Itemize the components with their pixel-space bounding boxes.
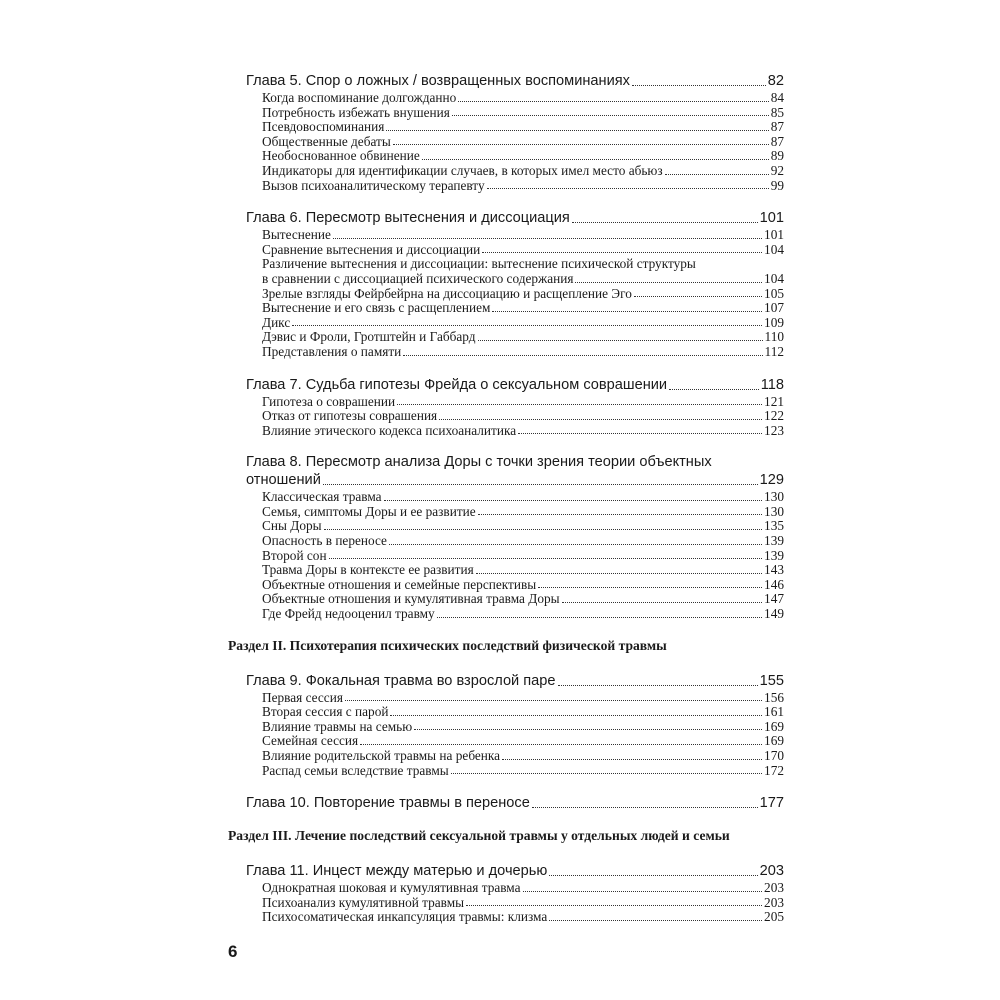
chapter-title: Глава 10. Повторение травмы в переносе [246,795,530,812]
entry-title: Индикаторы для идентификации случаев, в которых имел место абьюз [262,162,663,178]
leader-dots [632,85,766,86]
page-ref: 143 [764,562,784,578]
page-ref: 146 [764,576,784,592]
page-ref: 101 [764,227,784,243]
leader-dots [451,773,762,774]
chapter-title: Глава 5. Спор о ложных / возвращенных воспоминаниях [246,73,630,89]
toc-entry [228,734,784,749]
leader-dots [324,529,763,530]
leader-dots [478,340,763,341]
toc-entry [228,896,784,911]
leader-dots [532,807,758,808]
page-ref: 169 [764,718,784,734]
chapter-10 [228,794,784,812]
entry-title: Сравнение вытеснения и диссоциации [262,241,481,257]
page-ref: 123 [764,422,784,438]
leader-dots [452,115,769,116]
toc-entry [228,505,784,520]
entry-title: Необоснованное обвинение [262,148,420,164]
chapter-6 [228,209,784,359]
page-ref: 84 [770,90,784,105]
leader-dots [414,729,762,730]
toc-entry [228,749,784,764]
page-ref: 203 [764,880,784,896]
entry-title: Влияние этического кодекса психоаналитика [262,422,517,438]
entry-title: Вторая сессия с парой [262,704,389,720]
toc-entry [228,720,784,735]
section-heading-2: Раздел II. Психотерапия психических последствий физической травмы [228,637,667,653]
page-ref: 92 [770,162,784,178]
toc-entry [228,490,784,505]
leader-dots [538,587,762,588]
toc-entry [228,592,784,607]
chapter-heading [228,862,784,880]
chapter-7 [228,376,784,439]
entry-title: Однократная шоковая и кумулятивная травма [262,880,521,896]
page-ref: 82 [767,73,784,89]
page-ref: 177 [759,795,784,812]
page-ref: 130 [764,503,784,519]
toc-entry [228,316,784,331]
toc-entry [228,764,784,779]
chapter-8 [228,454,784,621]
entry-title: в сравнении с диссоциацией психического содержания [262,270,574,286]
chapter-title-line2: отношений [246,472,321,489]
page-ref: 101 [759,210,784,227]
page-ref: 104 [764,270,784,286]
toc-entry [228,301,784,316]
page-ref: 139 [764,533,784,549]
leader-dots [422,159,769,160]
leader-dots [572,222,758,223]
leader-dots [292,325,762,326]
leader-dots [669,389,759,390]
chapter-heading [228,672,784,690]
toc-entry-wrapped-line2 [228,272,784,287]
chapter-title: Глава 7. Судьба гипотезы Фрейда о сексуальном соврашении [246,376,668,393]
toc-entry [228,409,784,424]
toc-entry [228,563,784,578]
page-number: 6 [228,942,238,961]
toc-entry [228,135,784,150]
leader-dots [549,875,757,876]
entry-title: Вытеснение и его связь с расщеплением [262,300,491,316]
section-heading-3: Раздел III. Лечение последствий сексуальной травмы у отдельных людей и семьи [228,828,730,844]
entry-title: Влияние травмы на семью [262,718,413,734]
chapter-heading [228,794,784,812]
page-ref: 121 [764,393,784,409]
entry-title: Псевдовоспоминания [262,119,385,135]
entry-title: Психосоматическая инкапсуляция травмы: клизма [262,909,548,925]
toc-entry [228,179,784,194]
page-ref: 135 [764,518,784,534]
page-ref: 130 [764,489,784,505]
chapter-title-line1: Глава 8. Пересмотр анализа Доры с точки зрения теории объектных [246,454,712,471]
entry-title: Психоанализ кумулятивной травмы [262,894,465,910]
page-ref: 169 [764,733,784,749]
entry-title: Классическая травма [262,489,382,505]
leader-dots [393,144,769,145]
toc-entry [228,120,784,135]
table-of-contents [228,72,784,941]
toc-entry [228,330,784,345]
entry-title: Опасность в переносе [262,533,387,549]
toc-entry-wrapped-line1: Различение вытеснения и диссоциации: вытеснение психической структуры [262,256,696,272]
leader-dots [345,700,762,701]
leader-dots [403,355,762,356]
leader-dots [386,130,768,131]
page-ref: 155 [759,672,784,689]
leader-dots [575,282,762,283]
entry-title: Потребность избежать внушения [262,104,450,120]
entry-title: Отказ от гипотезы соврашения [262,408,438,424]
leader-dots [523,891,763,892]
leader-dots [397,404,762,405]
toc-entry [228,607,784,622]
page-ref: 110 [764,329,784,345]
chapter-title: Глава 9. Фокальная травма во взрослой паре [246,672,556,689]
leader-dots [329,558,762,559]
page-ref: 107 [764,300,784,316]
leader-dots [476,573,762,574]
page-ref: 139 [764,547,784,563]
page-ref: 89 [770,148,784,164]
chapter-11 [228,862,784,925]
entry-title: Объектные отношения и семейные перспективы [262,576,537,592]
toc-entry [228,395,784,410]
toc-entry [228,164,784,179]
chapter-heading [228,72,784,90]
page-ref: 147 [764,591,784,607]
toc-entry [228,228,784,243]
page-ref: 156 [764,689,784,705]
entry-title: Сны Доры [262,518,322,534]
toc-entry [228,881,784,896]
page-ref: 85 [770,104,784,120]
entry-title: Семейная сессия [262,733,359,749]
leader-dots [439,419,762,420]
entry-title: Зрелые взгляды Фейрбейрна на диссоциацию и расщепление Эго [262,285,632,301]
leader-dots [323,484,758,485]
chapter-9 [228,672,784,779]
entry-title: Семья, симптомы Доры и ее развитие [262,503,476,519]
leader-dots [634,296,762,297]
leader-dots [333,238,762,239]
toc-entry [228,549,784,564]
leader-dots [482,252,762,253]
toc-entry [228,345,784,360]
toc-entry [228,534,784,549]
chapter-title: Глава 11. Инцест между матерью и дочерью [246,863,548,880]
page-ref: 99 [770,177,784,193]
leader-dots [487,188,769,189]
page-ref: 161 [764,704,784,720]
chapter-heading [228,376,784,394]
entry-title: Общественные дебаты [262,133,391,149]
entry-title: Вытеснение [262,227,331,243]
entry-title: Травма Доры в контексте ее развития [262,562,474,578]
leader-dots [390,715,762,716]
entry-title: Дэвис и Фроли, Гротштейн и Габбард [262,329,476,345]
page-ref: 109 [764,314,784,330]
entry-title: Где Фрейд недооценил травму [262,606,435,622]
toc-entry [228,287,784,302]
entry-title: Второй сон [262,547,327,563]
page-ref: 203 [759,863,784,880]
entry-title: Когда воспоминание долгожданно [262,90,457,105]
entry-title: Дикс [262,314,291,330]
toc-entry [228,519,784,534]
leader-dots [384,500,762,501]
entry-title: Представления о памяти [262,343,402,359]
page-ref: 105 [764,285,784,301]
leader-dots [437,617,762,618]
leader-dots [492,311,762,312]
entry-title: Вызов психоаналитическому терапевту [262,177,485,193]
chapter-heading [228,471,784,489]
toc-entry [228,910,784,925]
page-ref: 118 [760,376,784,393]
page-ref: 149 [764,606,784,622]
leader-dots [458,101,768,102]
chapter-title: Глава 6. Пересмотр вытеснения и диссоциация [246,210,570,227]
leader-dots [502,759,762,760]
page-ref: 170 [764,748,784,763]
leader-dots [562,602,762,603]
leader-dots [549,920,762,921]
entry-title: Первая сессия [262,689,343,705]
page-ref: 129 [759,472,784,489]
toc-entry [228,578,784,593]
page-ref: 205 [764,909,784,925]
leader-dots [665,174,769,175]
page-ref: 203 [764,894,784,910]
toc-entry [228,424,784,439]
page-ref: 172 [764,762,784,778]
entry-title: Распад семьи вследствие травмы [262,762,449,778]
entry-title: Гипотеза о соврашении [262,393,396,409]
page-ref: 87 [770,119,784,135]
toc-entry [228,691,784,706]
toc-entry [228,149,784,164]
toc-entry [228,243,784,258]
chapter-5 [228,72,784,193]
chapter-heading [228,209,784,227]
leader-dots [389,544,762,545]
leader-dots [558,685,758,686]
page-ref: 87 [770,133,784,149]
page-ref: 104 [764,241,784,257]
page-ref: 122 [764,408,784,424]
toc-entry [228,106,784,121]
leader-dots [518,433,762,434]
toc-entry [228,91,784,106]
leader-dots [478,514,762,515]
page-ref: 112 [764,343,784,359]
entry-title: Влияние родительской травмы на ребенка [262,748,501,763]
entry-title: Объектные отношения и кумулятивная травма Доры [262,591,560,607]
leader-dots [466,905,762,906]
leader-dots [360,744,762,745]
toc-entry [228,705,784,720]
